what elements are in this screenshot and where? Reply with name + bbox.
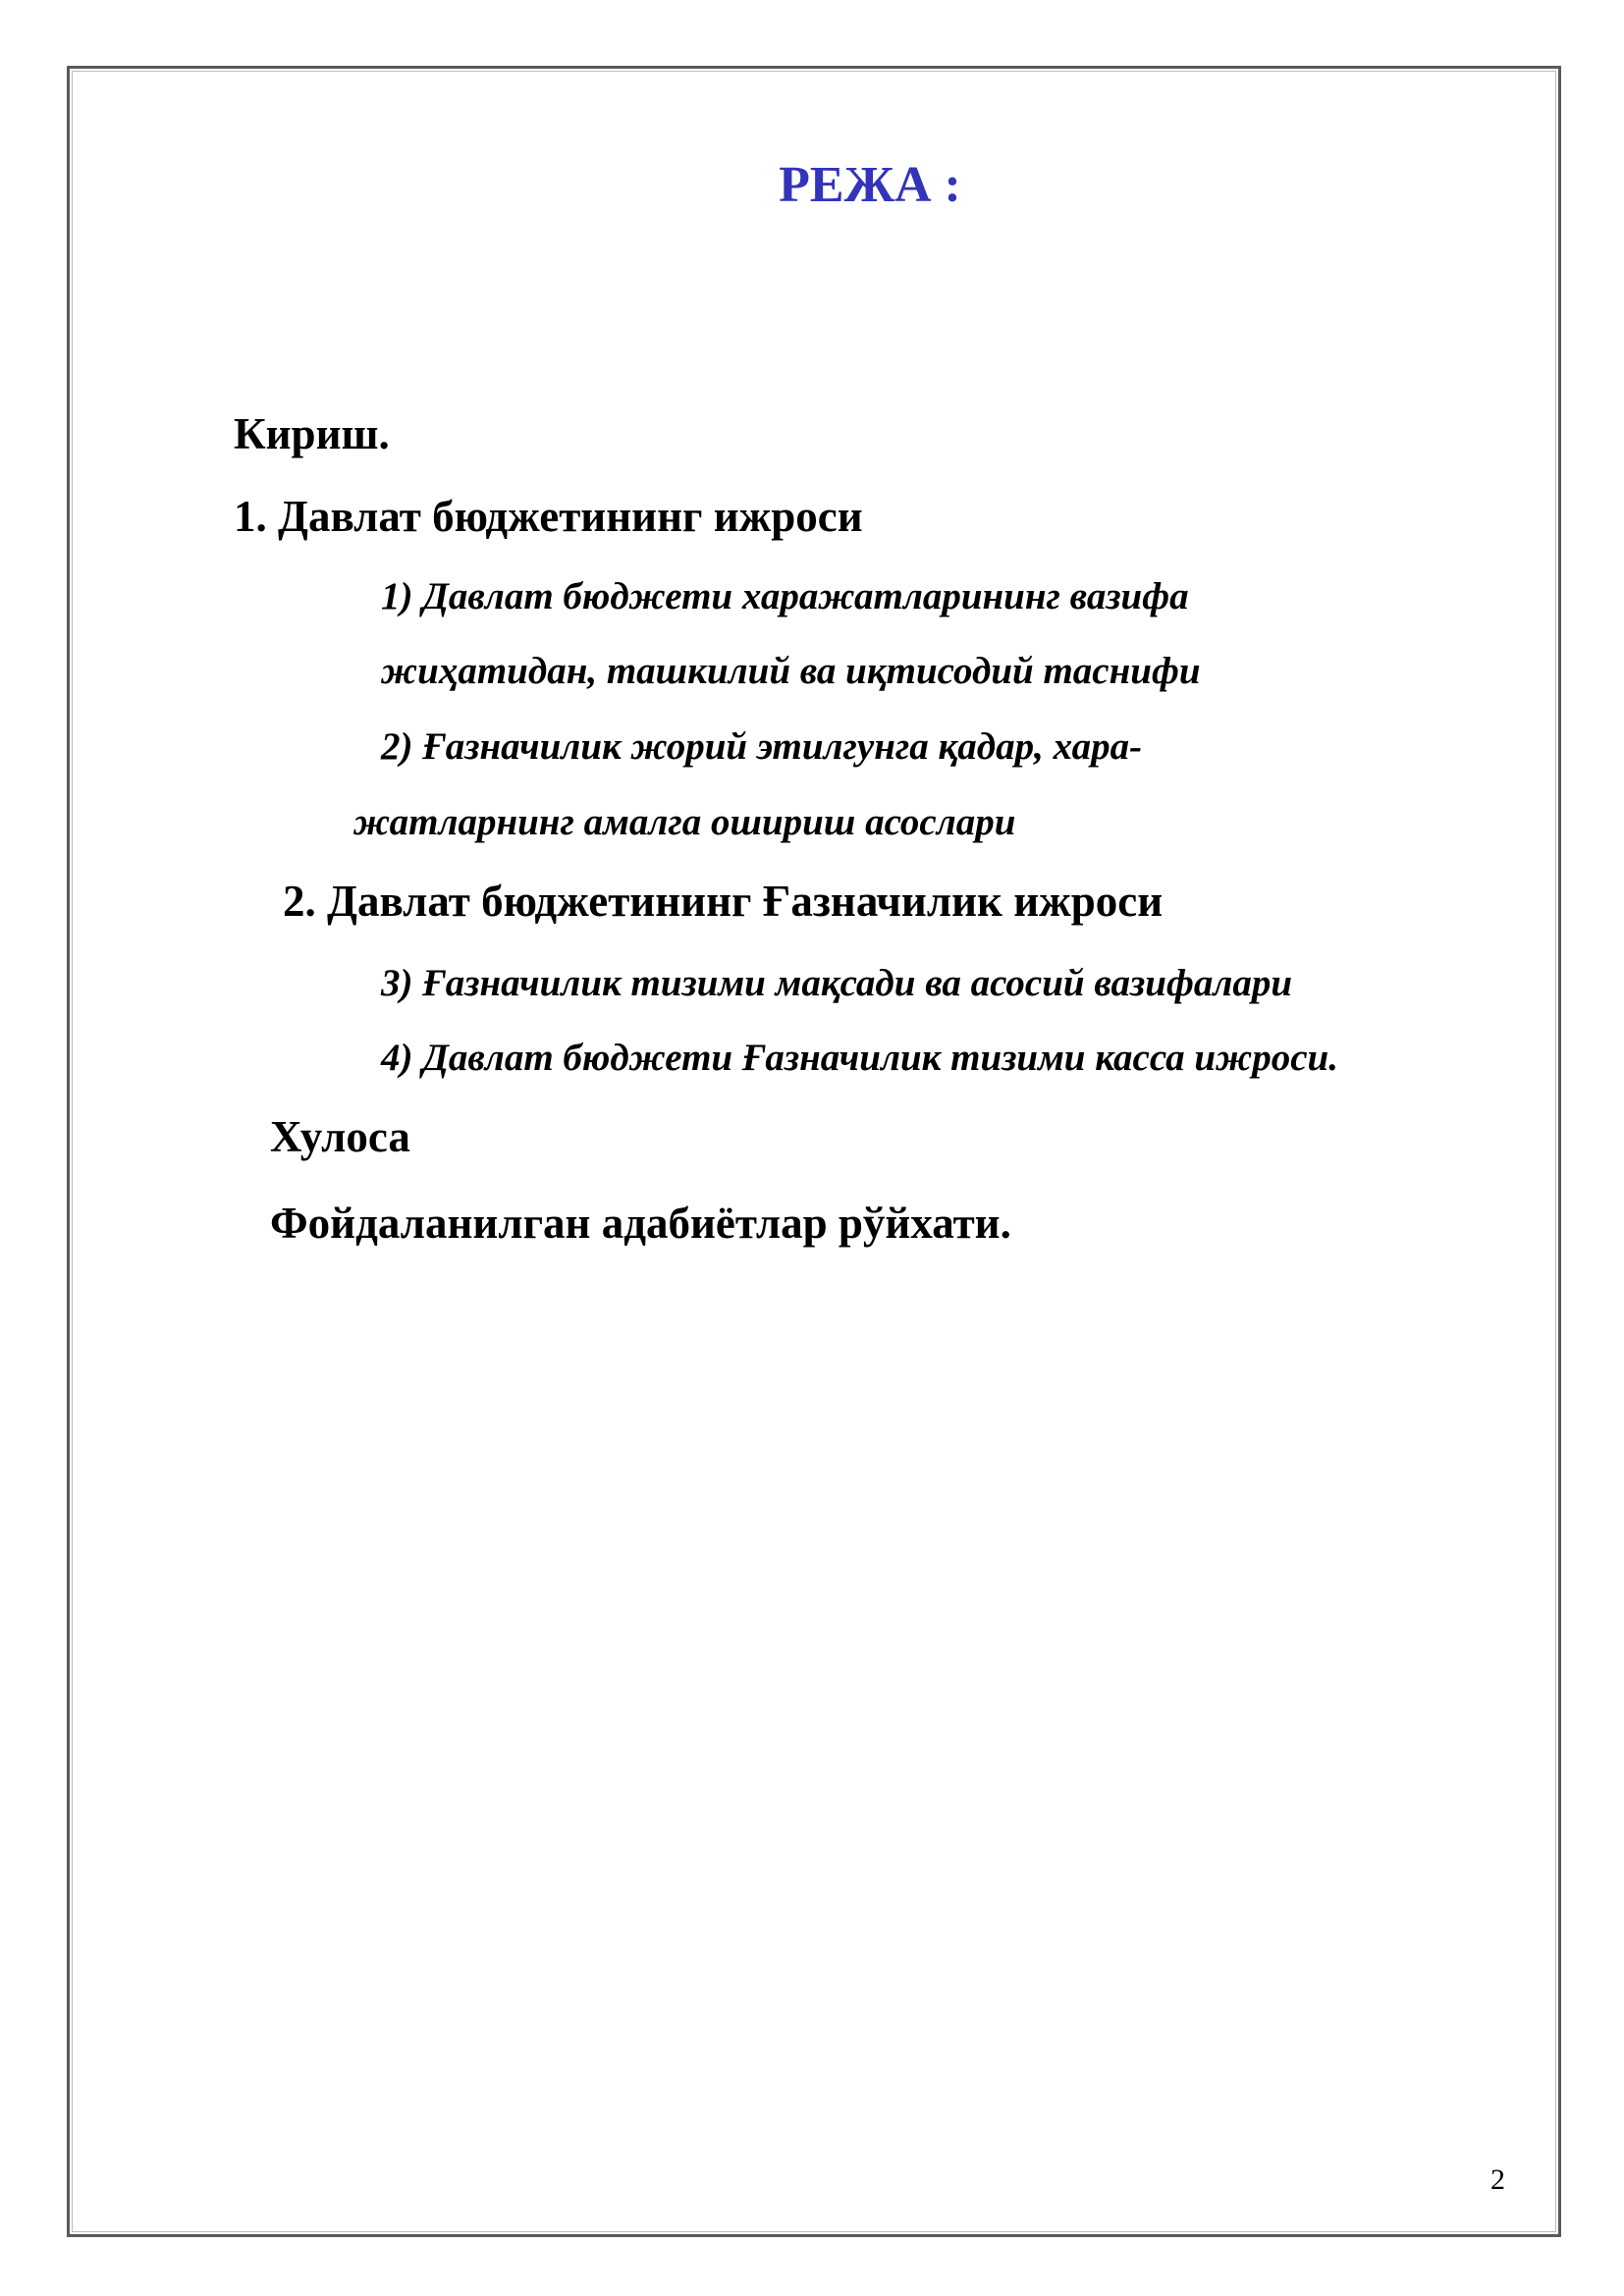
section-1-item-1-line-1: 1) Давлат бюджети харажатларининг вазифа: [381, 575, 1189, 617]
section-1-item-1-line-2: жиҳатидан, ташкилий ва иқтисодий таснифи: [381, 650, 1201, 692]
section-2-item-4: 4) Давлат бюджети Ғазначилик тизими касса ижроси.: [381, 1037, 1338, 1079]
page-title: [0, 155, 1624, 216]
section-1-item-2-line-2: жатларнинг амалга ошириш асослари: [353, 801, 1016, 843]
section-1-heading: 1. Давлат бюджетининг ижроси: [234, 492, 863, 541]
page-title-text: РЕЖА :: [779, 157, 961, 213]
section-2-item-3: 3) Ғазначилик тизими мақсади ва асосий вазифалари: [381, 962, 1293, 1004]
plan-references: Фойдаланилган адабиётлар рўйхати.: [270, 1199, 1011, 1248]
plan-conclusion: Хулоса: [270, 1112, 410, 1161]
page-number: 2: [1490, 2163, 1505, 2196]
section-2-heading: 2. Давлат бюджетининг Ғазначилик ижроси: [283, 877, 1164, 926]
plan-intro: Кириш.: [234, 409, 390, 458]
section-1-item-2-line-1: 2) Ғазначилик жорий этилгунга қадар, хара-: [381, 725, 1143, 768]
